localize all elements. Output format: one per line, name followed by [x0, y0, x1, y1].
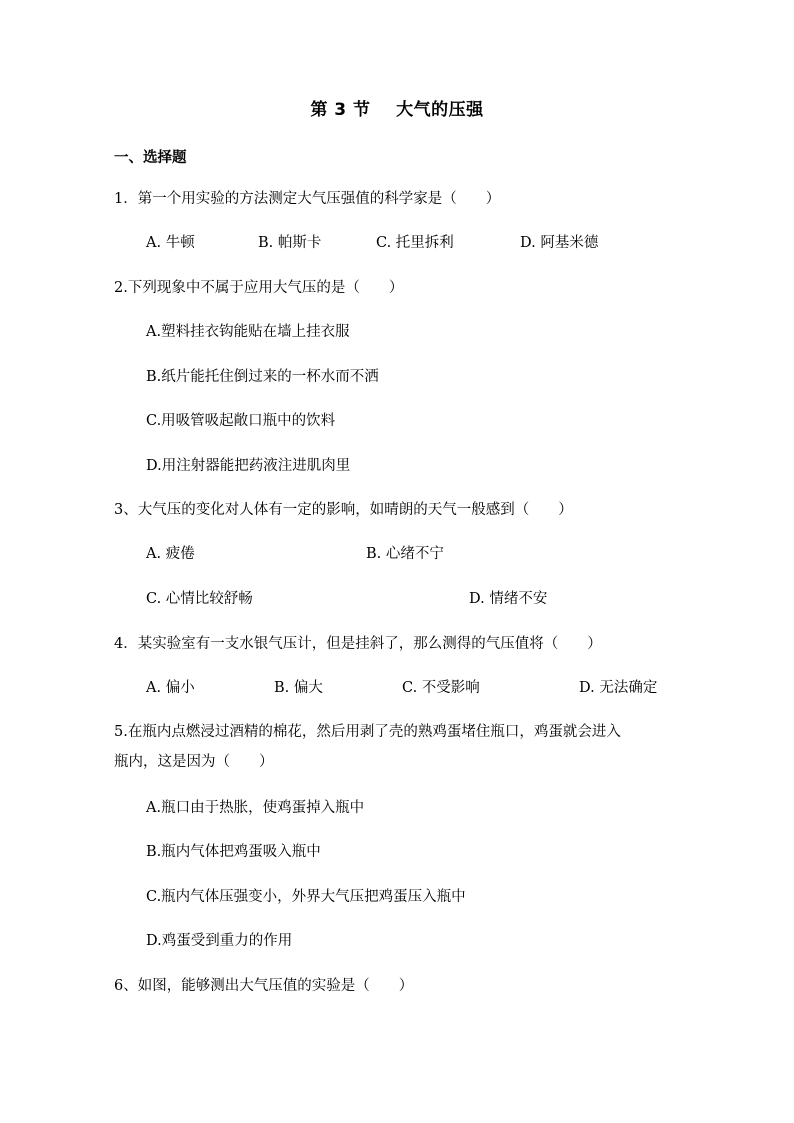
q4-option-d: D. 无法确定: [579, 680, 658, 696]
q4-option-b: B. 偏大: [274, 680, 323, 696]
q3-option-b: B. 心绪不宁: [366, 546, 444, 562]
q2-option-a: A.塑料挂衣钩能贴在墙上挂衣服: [146, 324, 350, 340]
q5-option-d: D.鸡蛋受到重力的作用: [146, 933, 293, 949]
q1-option-b: B. 帕斯卡: [258, 235, 322, 251]
section-heading: 一、选择题: [114, 150, 187, 166]
question-4-stem: 4．某实验室有一支水银气压计，但是挂斜了，那么测得的气压值将（ ）: [114, 636, 602, 652]
q2-option-d: D.用注射器能把药液注进肌肉里: [146, 458, 351, 474]
question-1-stem: 1．第一个用实验的方法测定大气压强值的科学家是（ ）: [114, 191, 501, 207]
q1-option-d: D. 阿基米德: [520, 235, 599, 251]
q4-option-c: C. 不受影响: [402, 680, 480, 696]
q5-option-c: C.瓶内气体压强变小，外界大气压把鸡蛋压入瓶中: [146, 889, 466, 905]
q3-option-a: A. 疲倦: [146, 546, 195, 562]
q4-option-a: A. 偏小: [146, 680, 195, 696]
q3-option-c: C. 心情比较舒畅: [146, 591, 253, 607]
question-3-stem: 3、大气压的变化对人体有一定的影响，如晴朗的天气一般感到（ ）: [114, 502, 573, 518]
question-2-stem: 2.下列现象中不属于应用大气压的是（ ）: [114, 280, 404, 296]
q2-option-b: B.纸片能托住倒过来的一杯水而不洒: [146, 369, 379, 385]
q2-option-c: C.用吸管吸起敞口瓶中的饮料: [146, 413, 336, 429]
question-6-stem: 6、如图，能够测出大气压值的实验是（ ）: [114, 978, 414, 994]
question-5-stem-line-2: 瓶内，这是因为（ ）: [114, 754, 274, 770]
question-5-stem-line-1: 5.在瓶内点燃浸过酒精的棉花，然后用剥了壳的熟鸡蛋堵住瓶口，鸡蛋就会进入: [114, 724, 621, 740]
q5-option-a: A.瓶口由于热胀，使鸡蛋掉入瓶中: [146, 800, 365, 816]
q5-option-b: B.瓶内气体把鸡蛋吸入瓶中: [146, 844, 321, 860]
q1-option-a: A. 牛顿: [146, 235, 195, 251]
page-title: 第 3 节 大气的压强: [310, 100, 484, 120]
q1-option-c: C. 托里拆利: [376, 235, 454, 251]
q3-option-d: D. 情绪不安: [469, 591, 548, 607]
